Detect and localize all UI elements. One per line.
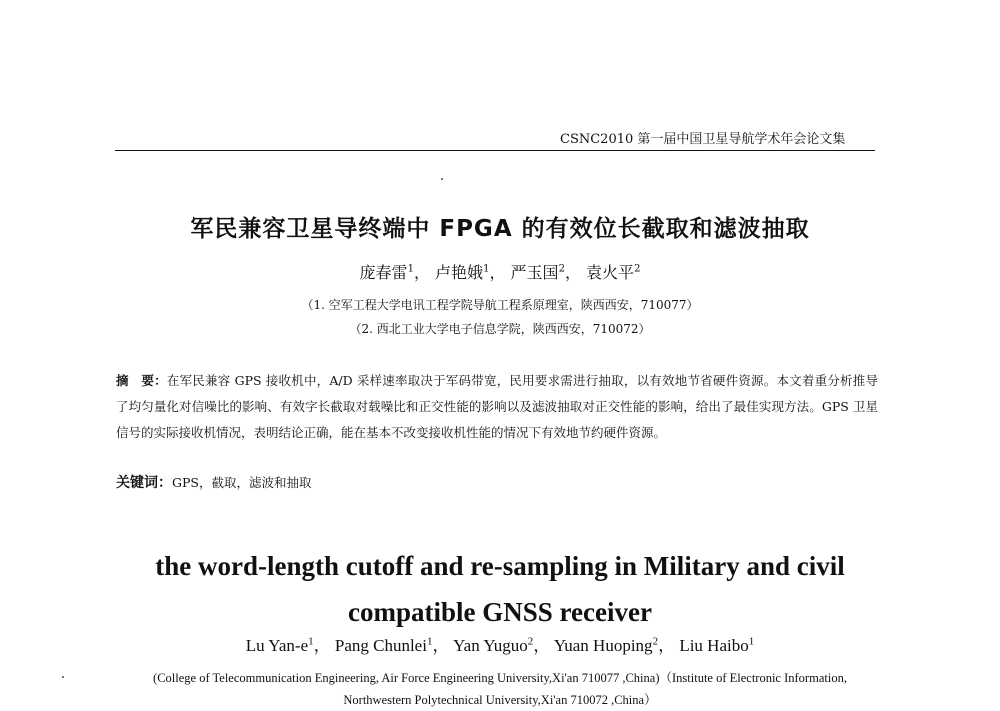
- author-separator: ，: [313, 636, 331, 655]
- author-affiliation-mark: 1: [426, 635, 433, 648]
- author-separator: ，: [489, 263, 506, 282]
- author-name: 庞春雷: [359, 263, 408, 282]
- author-name: Liu Haibo: [679, 636, 749, 655]
- keywords-label: 关键词：: [116, 475, 172, 491]
- author-affiliation-mark: 1: [748, 635, 755, 648]
- chinese-title: 军民兼容卫星导终端中 FPGA 的有效位长截取和滤波抽取: [190, 216, 810, 242]
- author-name: Yan Yuguo: [453, 636, 528, 655]
- author-affiliation-mark: 2: [558, 263, 565, 275]
- author-affiliation-mark: 1: [483, 263, 490, 275]
- abstract-text: 在军民兼容 GPS 接收机中，A/D 采样速率取决于军码带宽，民用要求需进行抽取，以有效地节省硬件资源。本文着重分析推导了均匀量化对信噪比的影响、有效字长截取对载噪比和正交性能的影响以及滤波抽取对正交性能的影响，给出了最佳实现方法。GPS 卫星信号的实际接收机情况，表明结论正确，能在基本不改变接收机性能的情况下有效地节约硬件资源。: [116, 373, 878, 440]
- author-affiliation-mark: 2: [527, 635, 534, 648]
- author-name: Yuan Huoping: [553, 636, 653, 655]
- author-affiliation-mark: 2: [652, 635, 659, 648]
- chinese-affiliation-1: （1. 空军工程大学电讯工程学院导航工程系原理室，陕西西安，710077）: [301, 298, 699, 312]
- scan-speck: [441, 178, 443, 180]
- chinese-abstract: [116, 368, 878, 446]
- author-name: 袁火平: [586, 263, 635, 282]
- author-name: 卢艳娥: [435, 263, 484, 282]
- author-separator: ，: [564, 263, 581, 282]
- chinese-keywords: [116, 472, 878, 492]
- author-separator: ，: [658, 636, 676, 655]
- author-separator: ，: [432, 636, 450, 655]
- abstract-label: 摘 要：: [116, 373, 167, 388]
- author-affiliation-mark: 2: [634, 263, 641, 275]
- english-affiliation: (College of Telecommunication Engineering, Air Force Engineering University,Xi'an 710077 ,China)（Institute of Electronic Information, Northwestern Polytechnical University,Xi'an 710072 ,China）: [153, 671, 847, 707]
- running-head: CSNC2010 第一届中国卫星导航学术年会论文集: [560, 132, 846, 147]
- chinese-authors: [0, 260, 1000, 283]
- author-name: Pang Chunlei: [334, 636, 427, 655]
- english-authors: [0, 631, 1000, 656]
- author-separator: ，: [413, 263, 430, 282]
- chinese-affiliation-2: （2. 西北工业大学电子信息学院，陕西西安，710072）: [349, 322, 651, 336]
- scan-speck: [62, 676, 64, 678]
- header-rule: [115, 150, 875, 151]
- author-affiliation-mark: 1: [308, 635, 314, 648]
- author-affiliation-mark: 1: [407, 263, 414, 275]
- author-name: Lu Yan-e: [245, 636, 309, 655]
- author-name: 严玉国: [510, 263, 559, 282]
- keywords-text: GPS，截取，滤波和抽取: [172, 475, 312, 490]
- author-separator: ，: [533, 636, 551, 655]
- english-title: the word-length cutoff and re-sampling in Military and civil compatible GNSS receiver: [155, 551, 845, 627]
